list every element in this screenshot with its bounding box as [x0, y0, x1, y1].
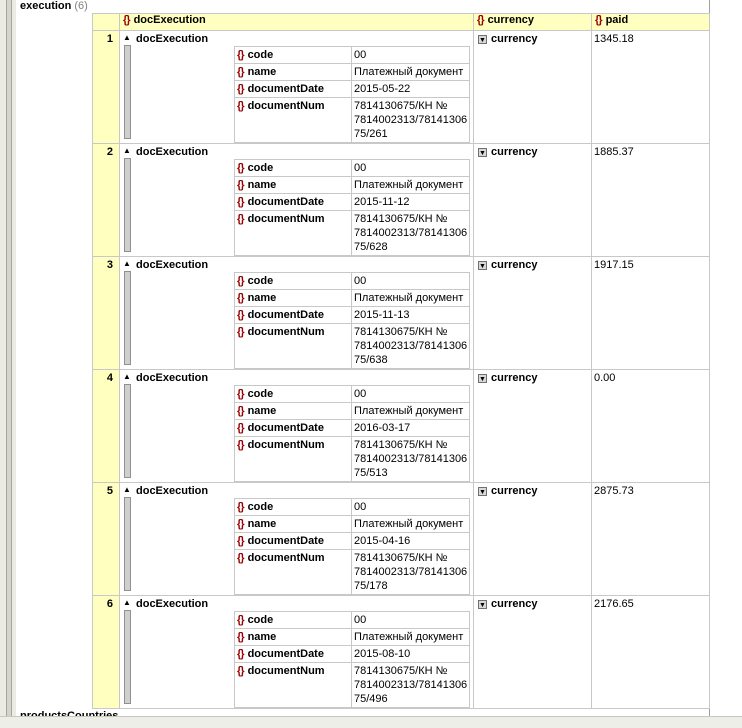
paid-cell[interactable]: 2176.65 — [592, 596, 710, 709]
record-label: docExecution — [136, 372, 209, 384]
dropdown-arrow-icon[interactable]: ▼ — [479, 262, 486, 270]
doc-fields — [234, 159, 470, 256]
field-row-name — [235, 403, 470, 420]
record-scroll[interactable] — [122, 372, 132, 479]
left-gutter — [0, 0, 16, 716]
field-key-name-label: name — [247, 179, 277, 191]
curly-braces-icon: {} — [237, 648, 244, 660]
field-row-date — [235, 420, 470, 437]
record-scroll-thumb[interactable] — [124, 45, 131, 139]
field-row-name — [235, 290, 470, 307]
field-key-name-label: name — [247, 631, 277, 643]
field-row-name — [235, 516, 470, 533]
doc-fields — [234, 272, 470, 369]
currency-label: currency — [491, 146, 538, 158]
curly-braces-icon: {} — [237, 275, 244, 287]
section-title[interactable] — [20, 0, 88, 12]
record-label: docExecution — [136, 146, 209, 158]
field-key-code[interactable] — [235, 273, 352, 290]
field-key-num[interactable] — [235, 324, 352, 369]
field-value-date[interactable]: 2015-11-13 — [352, 307, 470, 324]
record-scroll-thumb[interactable] — [124, 271, 131, 365]
dropdown-arrow-icon[interactable]: ▼ — [479, 149, 486, 157]
field-key-date-label: documentDate — [247, 648, 324, 660]
expand-arrow-icon[interactable]: ▲ — [123, 146, 131, 155]
field-key-name[interactable] — [235, 403, 352, 420]
field-key-date-label: documentDate — [247, 83, 324, 95]
field-row-code — [235, 499, 470, 516]
field-row-code — [235, 612, 470, 629]
record-scroll[interactable] — [122, 485, 132, 592]
field-row-name — [235, 64, 470, 81]
expand-arrow-icon[interactable]: ▲ — [123, 259, 131, 268]
horizontal-scrollbar[interactable] — [0, 716, 742, 728]
field-row-name — [235, 629, 470, 646]
field-key-code-label: code — [247, 275, 274, 287]
field-key-date-label: documentDate — [247, 535, 324, 547]
field-key-date-label: documentDate — [247, 196, 324, 208]
field-key-num-label: documentNum — [247, 439, 325, 451]
field-key-date[interactable] — [235, 81, 352, 98]
field-row-date — [235, 81, 470, 98]
field-value-name[interactable]: Платежный документ — [352, 177, 470, 194]
curly-braces-icon: {} — [237, 614, 244, 626]
field-key-code[interactable] — [235, 47, 352, 64]
field-value-date[interactable]: 2015-08-10 — [352, 646, 470, 663]
currency-label: currency — [491, 259, 538, 271]
dropdown-arrow-icon[interactable]: ▼ — [479, 488, 486, 496]
record-label: docExecution — [136, 598, 209, 610]
row-number-label: 1 — [106, 33, 113, 45]
dropdown-arrow-icon[interactable]: ▼ — [479, 375, 486, 383]
table-row — [93, 31, 710, 144]
curly-braces-icon: {} — [237, 49, 244, 61]
doc-fields — [234, 385, 470, 482]
row-number-label: 5 — [106, 485, 113, 497]
field-row-num — [235, 98, 470, 143]
curly-braces-icon: {} — [123, 14, 130, 26]
field-key-date[interactable] — [235, 194, 352, 211]
field-key-date-label: documentDate — [247, 309, 324, 321]
field-value-name[interactable]: Платежный документ — [352, 290, 470, 307]
doc-execution-cell — [120, 596, 474, 709]
field-key-code[interactable] — [235, 499, 352, 516]
field-key-name[interactable] — [235, 177, 352, 194]
field-key-date[interactable] — [235, 420, 352, 437]
field-value-name[interactable]: Платежный документ — [352, 64, 470, 81]
field-key-code[interactable] — [235, 386, 352, 403]
record-label: docExecution — [136, 33, 209, 45]
paid-cell[interactable]: 0.00 — [592, 370, 710, 483]
curly-braces-icon: {} — [237, 179, 244, 191]
paid-cell[interactable]: 1917.15 — [592, 257, 710, 370]
doc-fields — [234, 611, 470, 708]
grid-header — [93, 14, 710, 31]
row-number[interactable] — [93, 144, 120, 257]
field-row-num — [235, 550, 470, 595]
curly-braces-icon: {} — [237, 388, 244, 400]
currency-label: currency — [491, 33, 538, 45]
field-value-num[interactable]: 7814130675/КН № 7814002313/78141306 75/513 — [352, 437, 470, 482]
record-scroll-thumb[interactable] — [124, 497, 131, 591]
field-key-date[interactable] — [235, 307, 352, 324]
row-number[interactable] — [93, 483, 120, 596]
field-row-date — [235, 307, 470, 324]
record-scroll[interactable] — [122, 146, 132, 253]
row-number[interactable] — [93, 370, 120, 483]
field-row-code — [235, 47, 470, 64]
paid-cell[interactable]: 1885.37 — [592, 144, 710, 257]
curly-braces-icon: {} — [237, 196, 244, 208]
field-key-num[interactable] — [235, 550, 352, 595]
expand-arrow-icon[interactable]: ▲ — [123, 485, 131, 494]
field-row-num — [235, 211, 470, 256]
row-number[interactable] — [93, 31, 120, 144]
field-key-name-label: name — [247, 405, 277, 417]
currency-cell[interactable] — [474, 144, 592, 257]
doc-execution-cell — [120, 483, 474, 596]
paid-cell[interactable]: 2875.73 — [592, 483, 710, 596]
curly-braces-icon: {} — [237, 665, 244, 677]
field-value-num[interactable]: 7814130675/КН № 7814002313/78141306 75/261 — [352, 98, 470, 143]
col-header-paid-label: paid — [605, 14, 629, 26]
record-scroll[interactable] — [122, 33, 132, 140]
field-key-name-label: name — [247, 518, 277, 530]
col-header-doc[interactable] — [120, 14, 474, 31]
field-value-code[interactable]: 00 — [352, 273, 470, 290]
field-key-num[interactable] — [235, 98, 352, 143]
field-key-code[interactable] — [235, 612, 352, 629]
field-row-date — [235, 646, 470, 663]
curly-braces-icon: {} — [237, 631, 244, 643]
dropdown-arrow-icon[interactable]: ▼ — [479, 36, 486, 44]
curly-braces-icon: {} — [237, 213, 244, 225]
tree-scrollbar[interactable] — [6, 0, 12, 716]
field-key-num[interactable] — [235, 437, 352, 482]
field-row-num — [235, 324, 470, 369]
field-row-name — [235, 177, 470, 194]
field-key-name-label: name — [247, 292, 277, 304]
field-key-num-label: documentNum — [247, 100, 325, 112]
field-row-code — [235, 386, 470, 403]
table-row — [93, 370, 710, 483]
curly-braces-icon: {} — [237, 439, 244, 451]
currency-cell[interactable] — [474, 483, 592, 596]
field-value-code[interactable]: 00 — [352, 47, 470, 64]
table-row — [93, 483, 710, 596]
currency-cell[interactable] — [474, 257, 592, 370]
field-key-code-label: code — [247, 614, 274, 626]
expand-arrow-icon[interactable]: ▲ — [123, 33, 131, 42]
field-value-code[interactable]: 00 — [352, 612, 470, 629]
currency-label: currency — [491, 598, 538, 610]
record-scroll[interactable] — [122, 598, 132, 705]
row-number-label: 6 — [106, 598, 113, 610]
execution-grid — [92, 13, 710, 709]
field-key-code-label: code — [247, 501, 274, 513]
currency-cell[interactable] — [474, 370, 592, 483]
grid-body — [93, 31, 710, 709]
field-row-code — [235, 273, 470, 290]
field-key-name[interactable] — [235, 64, 352, 81]
curly-braces-icon: {} — [237, 422, 244, 434]
table-row — [93, 144, 710, 257]
col-header-doc-label: docExecution — [133, 14, 206, 26]
field-value-name[interactable]: Платежный документ — [352, 629, 470, 646]
curly-braces-icon: {} — [237, 66, 244, 78]
curly-braces-icon: {} — [237, 552, 244, 564]
field-value-num[interactable]: 7814130675/КН № 7814002313/78141306 75/638 — [352, 324, 470, 369]
field-value-name[interactable]: Платежный документ — [352, 403, 470, 420]
field-value-date[interactable]: 2015-05-22 — [352, 81, 470, 98]
doc-fields — [234, 498, 470, 595]
curly-braces-icon: {} — [237, 501, 244, 513]
field-value-num[interactable]: 7814130675/КН № 7814002313/78141306 75/628 — [352, 211, 470, 256]
field-key-code[interactable] — [235, 160, 352, 177]
field-row-date — [235, 194, 470, 211]
paid-cell[interactable]: 1345.18 — [592, 31, 710, 144]
record-scroll-thumb[interactable] — [124, 158, 131, 252]
field-key-code-label: code — [247, 388, 274, 400]
table-row — [93, 596, 710, 709]
field-row-date — [235, 533, 470, 550]
record-scroll-thumb[interactable] — [124, 610, 131, 704]
expand-arrow-icon[interactable]: ▲ — [123, 598, 131, 607]
currency-cell[interactable] — [474, 31, 592, 144]
record-label: docExecution — [136, 485, 209, 497]
doc-execution-cell — [120, 257, 474, 370]
currency-cell[interactable] — [474, 596, 592, 709]
field-key-name[interactable] — [235, 629, 352, 646]
col-header-paid[interactable] — [592, 14, 710, 31]
field-key-code-label: code — [247, 162, 274, 174]
field-value-num[interactable]: 7814130675/КН № 7814002313/78141306 75/496 — [352, 663, 470, 708]
field-key-num-label: documentNum — [247, 552, 325, 564]
field-value-code[interactable]: 00 — [352, 386, 470, 403]
row-number-label: 2 — [106, 146, 113, 158]
field-value-date[interactable]: 2015-04-16 — [352, 533, 470, 550]
doc-execution-cell — [120, 144, 474, 257]
record-scroll[interactable] — [122, 259, 132, 366]
curly-braces-icon: {} — [477, 14, 484, 26]
curly-braces-icon: {} — [237, 535, 244, 547]
curly-braces-icon: {} — [237, 83, 244, 95]
field-key-code-label: code — [247, 49, 274, 61]
section-count: (6) — [74, 0, 88, 12]
record-scroll-thumb[interactable] — [124, 384, 131, 478]
currency-label: currency — [491, 372, 538, 384]
curly-braces-icon: {} — [237, 518, 244, 530]
field-key-name[interactable] — [235, 290, 352, 307]
row-number[interactable] — [93, 257, 120, 370]
doc-execution-cell — [120, 370, 474, 483]
row-number-label: 3 — [106, 259, 113, 271]
section-title-label: execution — [20, 0, 72, 12]
doc-fields — [234, 46, 470, 143]
record-label: docExecution — [136, 259, 209, 271]
field-key-date[interactable] — [235, 646, 352, 663]
curly-braces-icon: {} — [237, 326, 244, 338]
curly-braces-icon: {} — [237, 405, 244, 417]
row-number[interactable] — [93, 596, 120, 709]
field-row-num — [235, 437, 470, 482]
curly-braces-icon: {} — [237, 292, 244, 304]
field-key-date-label: documentDate — [247, 422, 324, 434]
field-key-num[interactable] — [235, 663, 352, 708]
col-header-currency-label: currency — [487, 14, 535, 26]
row-number-label: 4 — [106, 372, 113, 384]
field-row-num — [235, 663, 470, 708]
expand-arrow-icon[interactable]: ▲ — [123, 372, 131, 381]
curly-braces-icon: {} — [595, 14, 602, 26]
field-value-name[interactable]: Платежный документ — [352, 516, 470, 533]
field-key-name[interactable] — [235, 516, 352, 533]
field-value-code[interactable]: 00 — [352, 160, 470, 177]
col-header-currency[interactable] — [474, 14, 592, 31]
field-key-num-label: documentNum — [247, 665, 325, 677]
field-key-num-label: documentNum — [247, 326, 325, 338]
field-value-code[interactable]: 00 — [352, 499, 470, 516]
curly-braces-icon: {} — [237, 162, 244, 174]
currency-label: currency — [491, 485, 538, 497]
dropdown-arrow-icon[interactable]: ▼ — [479, 601, 486, 609]
field-key-date[interactable] — [235, 533, 352, 550]
field-row-code — [235, 160, 470, 177]
field-value-num[interactable]: 7814130675/КН № 7814002313/78141306 75/178 — [352, 550, 470, 595]
table-row — [93, 257, 710, 370]
corner-cell — [93, 14, 120, 31]
field-key-name-label: name — [247, 66, 277, 78]
curly-braces-icon: {} — [237, 100, 244, 112]
curly-braces-icon: {} — [237, 309, 244, 321]
doc-execution-cell — [120, 31, 474, 144]
field-key-num-label: documentNum — [247, 213, 325, 225]
field-value-date[interactable]: 2015-11-12 — [352, 194, 470, 211]
field-key-num[interactable] — [235, 211, 352, 256]
field-value-date[interactable]: 2016-03-17 — [352, 420, 470, 437]
